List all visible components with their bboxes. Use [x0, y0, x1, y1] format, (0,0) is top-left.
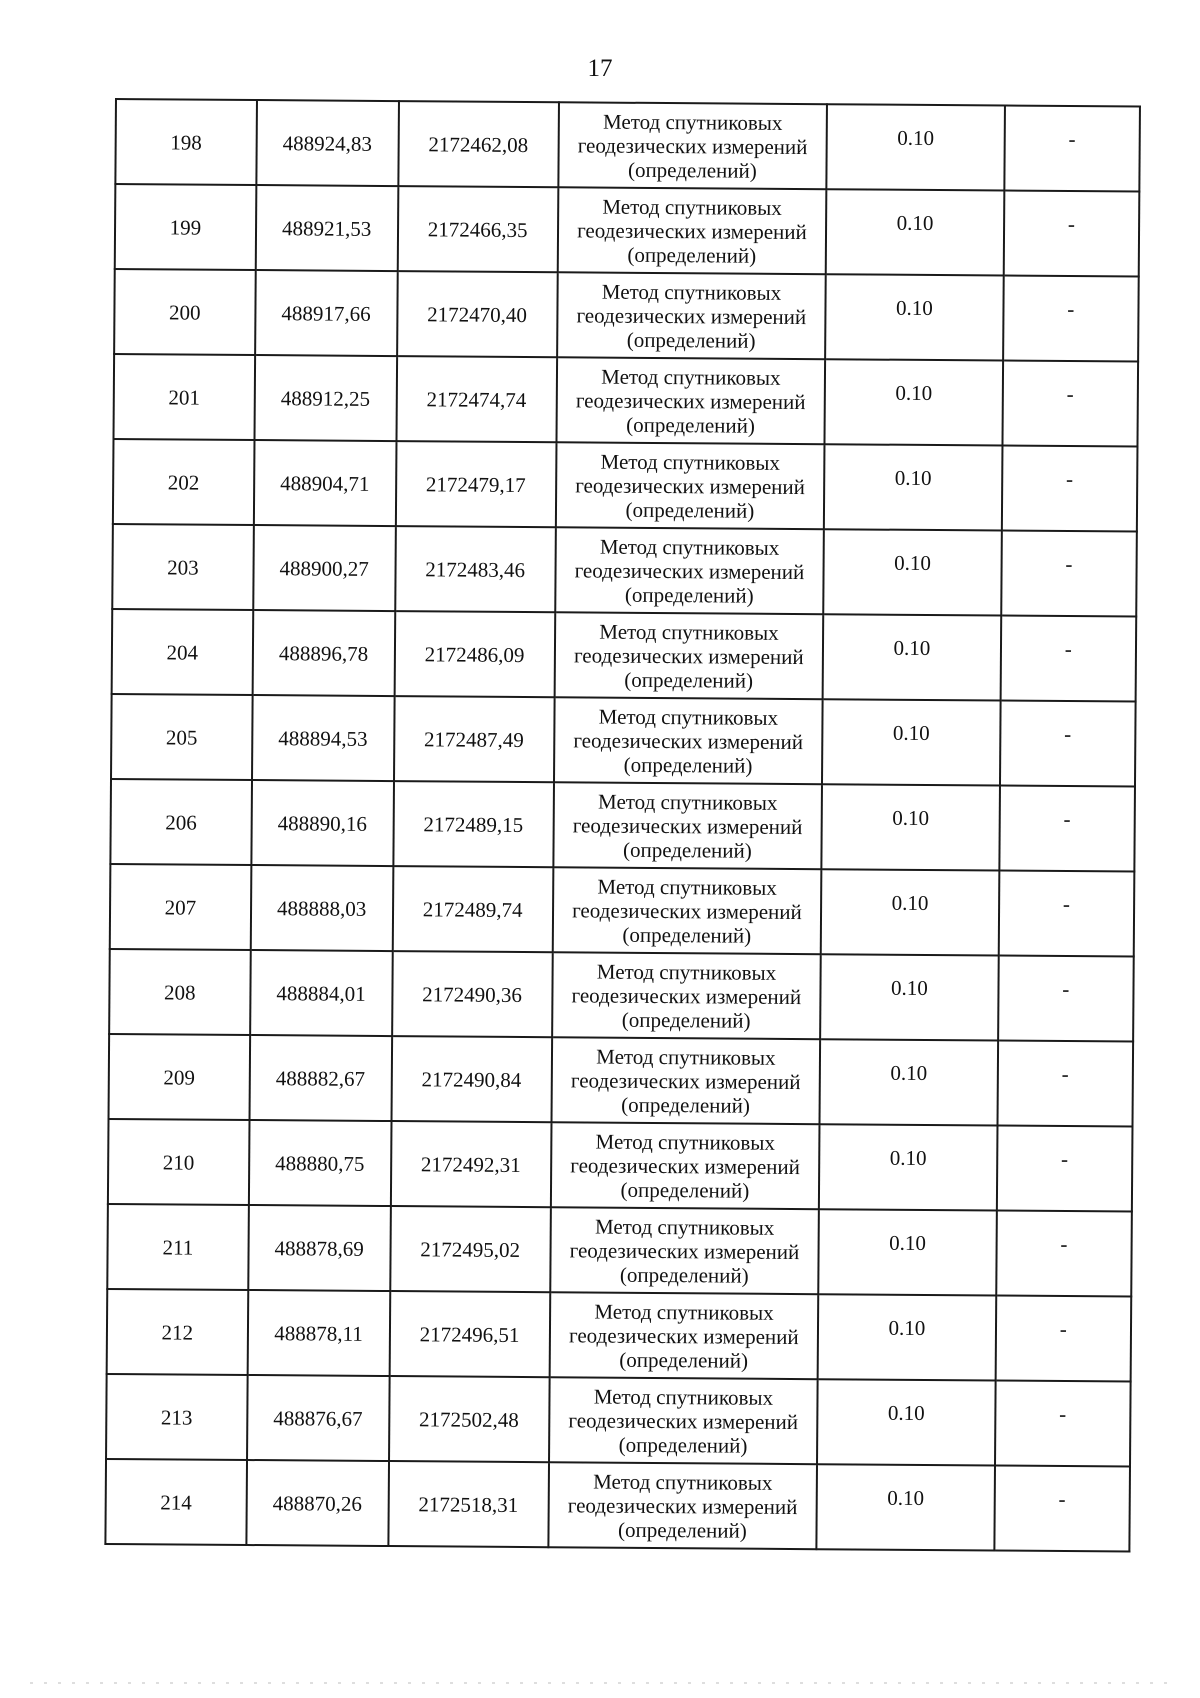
method-text-line: (определений): [621, 1007, 751, 1033]
y-coordinate-cell: 2172489,15: [393, 781, 554, 867]
accuracy-cell: 0.10: [824, 444, 1002, 530]
method-text-line: (определений): [624, 582, 754, 608]
method-text-line: Метод спутниковых: [601, 279, 782, 305]
method-cell: [554, 612, 823, 699]
method-text-line: (определений): [621, 1092, 751, 1118]
accuracy-cell: 0.10: [818, 1294, 996, 1380]
method-text-line: геодезических измерений: [568, 1407, 799, 1434]
x-coordinate-cell: 488896,78: [252, 610, 394, 696]
x-coordinate-cell: 488882,67: [249, 1035, 391, 1121]
method-cell: [555, 527, 824, 614]
table-row: [111, 694, 1136, 787]
method-text-line: Метод спутниковых: [600, 449, 781, 475]
method-text-line: Метод спутниковых: [593, 1469, 773, 1495]
method-text-line: геодезических измерений: [571, 982, 802, 1009]
method-text-line: геодезических измерений: [574, 557, 805, 584]
method-text-line: Метод спутниковых: [602, 194, 782, 220]
method-cell: [552, 867, 821, 954]
accuracy-cell: 0.10: [819, 1124, 997, 1210]
x-coordinate-cell: 488890,16: [251, 780, 393, 866]
method-text-line: Метод спутниковых: [601, 364, 781, 390]
method-text-line: геодезических измерений: [569, 1237, 800, 1264]
table-row: [109, 1034, 1134, 1127]
method-text-line: геодезических измерений: [570, 1067, 801, 1094]
extra-info-cell: -: [1004, 106, 1140, 192]
accuracy-cell: 0.10: [820, 1039, 998, 1125]
method-text-line: Метод спутниковых: [598, 789, 778, 815]
accuracy-cell: 0.10: [826, 104, 1004, 190]
x-coordinate-cell: 488884,01: [250, 950, 392, 1036]
method-cell: [557, 272, 826, 359]
table-row: [107, 1204, 1132, 1297]
method-text-line: геодезических измерений: [568, 1322, 799, 1349]
extra-info-cell: -: [1002, 361, 1138, 447]
point-number-cell: 206: [110, 779, 251, 865]
y-coordinate-cell: 2172483,46: [395, 526, 556, 612]
method-text-line: (определений): [620, 1177, 750, 1203]
extra-info-cell: -: [994, 1465, 1130, 1551]
x-coordinate-cell: 488888,03: [250, 865, 392, 951]
point-number-cell: 211: [107, 1204, 248, 1290]
extra-info-cell: -: [997, 1040, 1133, 1126]
method-text-line: Метод спутниковых: [594, 1214, 775, 1240]
point-number-cell: 207: [110, 864, 251, 950]
extra-info-cell: -: [998, 955, 1134, 1041]
y-coordinate-cell: 2172487,49: [394, 696, 555, 782]
accuracy-cell: 0.10: [822, 784, 1000, 870]
extra-info-cell: -: [1002, 446, 1138, 532]
accuracy-cell: 0.10: [825, 274, 1003, 360]
method-text-line: (определений): [623, 752, 753, 778]
table-row: [110, 779, 1135, 872]
accuracy-cell: 0.10: [817, 1464, 995, 1550]
x-coordinate-cell: 488894,53: [252, 695, 394, 781]
x-coordinate-cell: 488924,83: [256, 100, 398, 186]
y-coordinate-cell: 2172502,48: [389, 1376, 550, 1462]
x-coordinate-cell: 488878,69: [248, 1205, 390, 1291]
y-coordinate-cell: 2172479,17: [395, 441, 556, 527]
method-text-line: Метод спутниковых: [599, 619, 779, 645]
method-text-line: Метод спутниковых: [594, 1299, 774, 1325]
y-coordinate-cell: 2172470,40: [397, 271, 558, 357]
y-coordinate-cell: 2172518,31: [388, 1461, 549, 1547]
point-number-cell: 202: [113, 439, 254, 525]
method-text-line: (определений): [619, 1262, 749, 1288]
method-text-line: геодезических измерений: [572, 897, 802, 924]
method-text-line: геодезических измерений: [567, 1492, 798, 1519]
point-number-cell: 198: [115, 99, 256, 185]
table-row: [114, 269, 1139, 362]
point-number-cell: 199: [115, 184, 256, 270]
method-cell: [556, 357, 825, 444]
point-number-cell: 200: [114, 269, 255, 355]
table-row: [110, 864, 1135, 957]
method-cell: [549, 1292, 818, 1379]
extra-info-cell: -: [1000, 701, 1136, 787]
method-cell: [554, 697, 823, 784]
method-text-line: (определений): [622, 837, 752, 863]
x-coordinate-cell: 488904,71: [254, 440, 396, 526]
y-coordinate-cell: 2172466,35: [397, 186, 558, 272]
method-cell: [549, 1377, 818, 1464]
method-text-line: (определений): [626, 327, 756, 353]
method-cell: [552, 952, 821, 1039]
y-coordinate-cell: 2172496,51: [389, 1291, 550, 1377]
extra-info-cell: -: [1000, 616, 1136, 702]
coordinates-table: [104, 98, 1141, 1552]
y-coordinate-cell: 2172474,74: [396, 356, 557, 442]
y-coordinate-cell: 2172462,08: [398, 101, 559, 187]
table-row: [107, 1289, 1132, 1382]
y-coordinate-cell: 2172495,02: [390, 1206, 551, 1292]
method-cell: [557, 187, 826, 274]
accuracy-cell: 0.10: [817, 1379, 995, 1465]
y-coordinate-cell: 2172490,36: [392, 951, 553, 1037]
method-text-line: геодезических измерений: [577, 132, 808, 159]
point-number-cell: 204: [112, 609, 253, 695]
method-cell: [548, 1462, 817, 1549]
y-coordinate-cell: 2172486,09: [394, 611, 555, 697]
point-number-cell: 208: [109, 949, 250, 1035]
accuracy-cell: 0.10: [823, 529, 1001, 615]
method-text-line: Метод спутниковых: [595, 1129, 776, 1155]
table-row: [106, 1374, 1131, 1467]
accuracy-cell: 0.10: [818, 1209, 996, 1295]
point-number-cell: 209: [109, 1034, 250, 1120]
method-text-line: геодезических измерений: [577, 217, 807, 244]
table-row: [115, 99, 1140, 192]
x-coordinate-cell: 488878,11: [247, 1290, 389, 1376]
x-coordinate-cell: 488921,53: [255, 185, 397, 271]
y-coordinate-cell: 2172489,74: [392, 866, 553, 952]
table-row: [114, 354, 1139, 447]
accuracy-cell: 0.10: [820, 954, 998, 1040]
method-text-line: Метод спутниковых: [593, 1384, 774, 1410]
extra-info-cell: -: [997, 1125, 1133, 1211]
method-cell: [553, 782, 822, 869]
method-text-line: Метод спутниковых: [597, 874, 777, 900]
point-number-cell: 203: [112, 524, 253, 610]
y-coordinate-cell: 2172492,31: [390, 1121, 551, 1207]
method-text-line: (определений): [617, 1517, 747, 1543]
extra-info-cell: -: [1003, 191, 1139, 277]
table-row: [108, 1119, 1133, 1212]
point-number-cell: 201: [114, 354, 255, 440]
method-text-line: геодезических измерений: [575, 472, 806, 499]
scan-noise: [30, 1682, 1170, 1684]
method-cell: [551, 1037, 820, 1124]
method-text-line: (определений): [619, 1347, 749, 1373]
method-text-line: (определений): [618, 1432, 748, 1458]
table-row: [112, 524, 1137, 617]
method-text-line: геодезических измерений: [572, 812, 803, 839]
method-text-line: геодезических измерений: [570, 1152, 801, 1179]
method-text-line: геодезических измерений: [575, 387, 806, 414]
point-number-cell: 205: [111, 694, 252, 780]
method-text-line: Метод спутниковых: [603, 109, 783, 135]
x-coordinate-cell: 488880,75: [249, 1120, 391, 1206]
method-text-line: (определений): [624, 667, 754, 693]
y-coordinate-cell: 2172490,84: [391, 1036, 552, 1122]
method-text-line: Метод спутниковых: [596, 959, 777, 985]
method-text-line: геодезических измерений: [573, 642, 804, 669]
method-text-line: (определений): [627, 157, 757, 183]
table-row: [115, 184, 1140, 277]
method-text-line: (определений): [625, 497, 755, 523]
x-coordinate-cell: 488876,67: [247, 1375, 389, 1461]
x-coordinate-cell: 488870,26: [246, 1460, 388, 1546]
extra-info-cell: -: [996, 1210, 1132, 1296]
extra-info-cell: -: [1001, 531, 1137, 617]
table-row: [105, 1459, 1130, 1552]
extra-info-cell: -: [1003, 276, 1139, 362]
method-text-line: геодезических измерений: [573, 727, 804, 754]
method-cell: [556, 442, 825, 529]
method-text-line: геодезических измерений: [576, 302, 807, 329]
table-row: [112, 609, 1137, 702]
method-text-line: Метод спутниковых: [599, 534, 780, 560]
table-row: [113, 439, 1138, 532]
accuracy-cell: 0.10: [826, 189, 1004, 275]
extra-info-cell: -: [999, 786, 1135, 872]
x-coordinate-cell: 488912,25: [254, 355, 396, 441]
page-number: 17: [587, 55, 613, 82]
method-cell: [558, 102, 827, 189]
method-text-line: Метод спутниковых: [596, 1044, 776, 1070]
extra-info-cell: -: [995, 1295, 1131, 1381]
accuracy-cell: 0.10: [825, 359, 1003, 445]
method-cell: [550, 1207, 819, 1294]
extra-info-cell: -: [995, 1380, 1131, 1466]
coordinates-sheet: [104, 98, 1141, 1552]
method-cell: [551, 1122, 820, 1209]
x-coordinate-cell: 488917,66: [255, 270, 397, 356]
method-text-line: Метод спутниковых: [598, 704, 779, 730]
accuracy-cell: 0.10: [822, 699, 1000, 785]
accuracy-cell: 0.10: [823, 614, 1001, 700]
x-coordinate-cell: 488900,27: [253, 525, 395, 611]
method-text-line: (определений): [627, 242, 757, 268]
point-number-cell: 214: [105, 1459, 246, 1545]
method-text-line: (определений): [622, 922, 752, 948]
method-text-line: (определений): [626, 412, 756, 438]
point-number-cell: 212: [107, 1289, 248, 1375]
table-row: [109, 949, 1134, 1042]
coordinates-table-body: [105, 99, 1140, 1551]
extra-info-cell: -: [998, 871, 1134, 957]
point-number-cell: 210: [108, 1119, 249, 1205]
accuracy-cell: 0.10: [821, 869, 999, 955]
point-number-cell: 213: [106, 1374, 247, 1460]
